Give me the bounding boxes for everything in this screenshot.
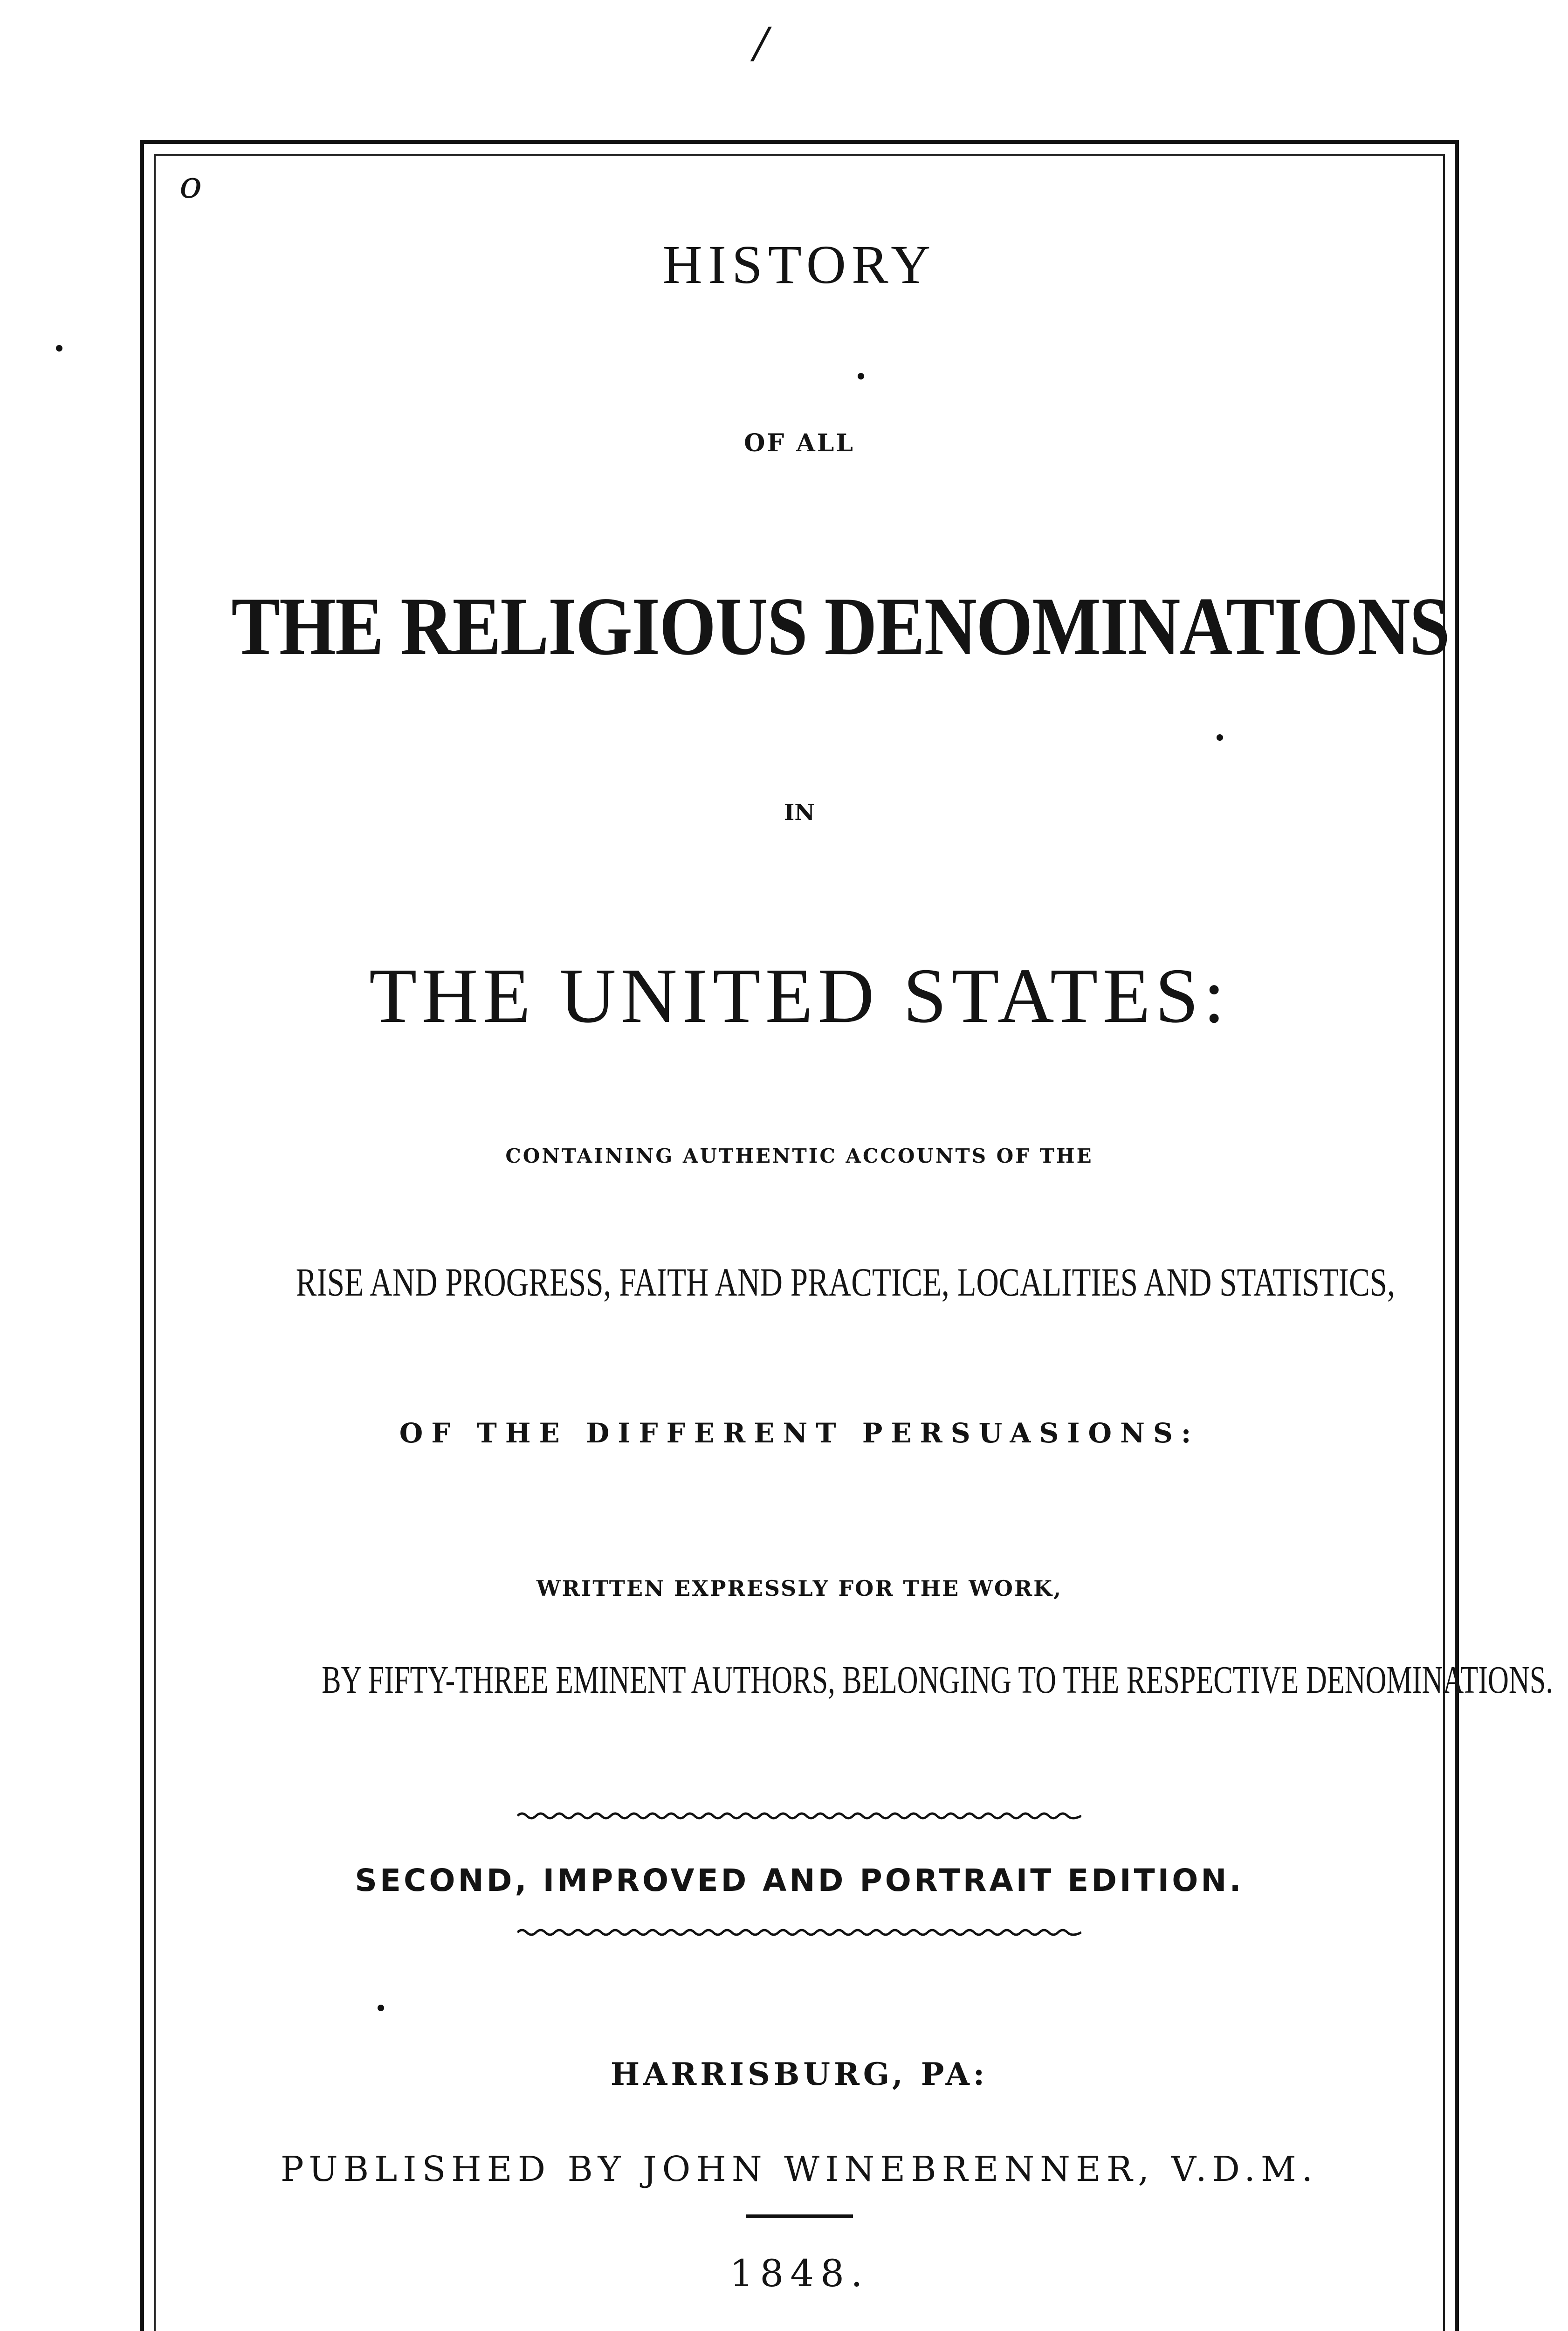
wavy-rule-top bbox=[517, 1809, 1081, 1823]
wavy-rule-bottom bbox=[517, 1925, 1081, 1939]
ink-speck bbox=[378, 2005, 384, 2011]
containing-line: CONTAINING AUTHENTIC ACCOUNTS OF THE bbox=[505, 1145, 1093, 1167]
page-mark: / bbox=[749, 19, 774, 68]
short-rule bbox=[746, 2214, 853, 2218]
united-states-title: THE UNITED STATES: bbox=[369, 952, 1230, 1039]
place-line: HARRISBURG, PA: bbox=[610, 2056, 989, 2092]
ink-speck bbox=[858, 373, 864, 379]
in-line: IN bbox=[784, 800, 815, 826]
ink-speck bbox=[56, 345, 62, 352]
ink-speck bbox=[1217, 734, 1223, 741]
rise-progress-line: RISE AND PROGRESS, FAITH AND PRACTICE, LOCALITIES AND STATISTICS, bbox=[296, 1260, 1395, 1304]
main-title: THE RELIGIOUS DENOMINATIONS bbox=[231, 580, 1450, 672]
of-all-line: OF ALL bbox=[744, 429, 855, 457]
corner-mark: o bbox=[179, 163, 202, 207]
written-expressly-line: WRITTEN EXPRESSLY FOR THE WORK, bbox=[536, 1576, 1063, 1601]
different-persuasions-line: OF THE DIFFERENT PERSUASIONS: bbox=[399, 1417, 1200, 1449]
publisher-line: PUBLISHED BY JOHN WINEBRENNER, V.D.M. bbox=[280, 2149, 1319, 2189]
authors-line: BY FIFTY-THREE EMINENT AUTHORS, BELONGING TO THE RESPECTIVE DENOMINATIONS. bbox=[322, 1658, 1553, 1702]
inner-border bbox=[154, 154, 1553, 2331]
edition-line: SECOND, IMPROVED AND PORTRAIT EDITION. bbox=[355, 1862, 1244, 1898]
history-heading: HISTORY bbox=[662, 234, 936, 295]
year-line: 1848. bbox=[729, 2252, 869, 2295]
